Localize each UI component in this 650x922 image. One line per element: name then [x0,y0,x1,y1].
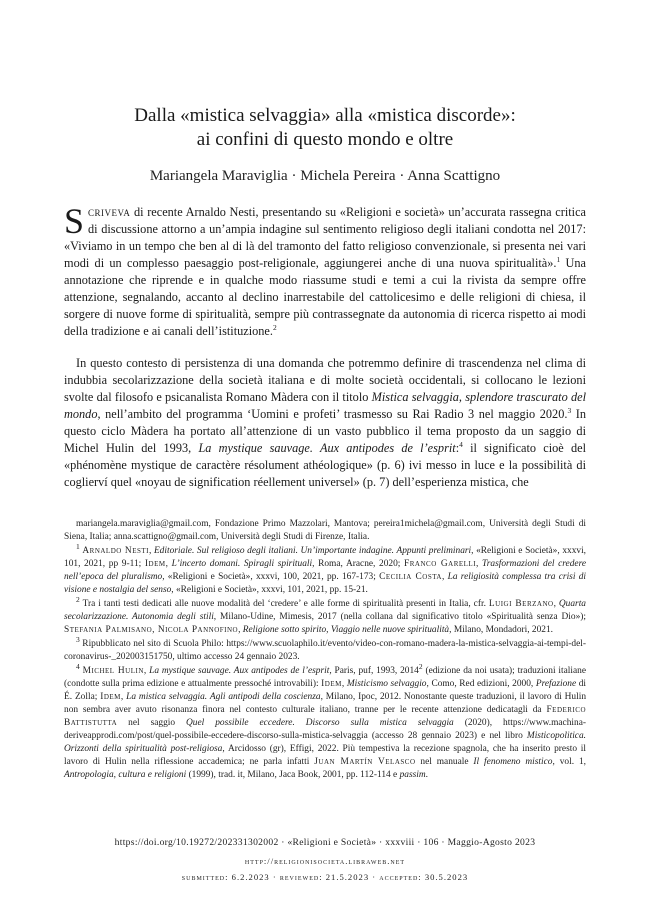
footnote-number: 2 [76,594,80,604]
text: : [455,441,460,455]
text: , [476,559,483,569]
text: , «Religioni e Società», xxxvi, 101, 2021, pp. 15-21. [171,585,368,595]
journal-url[interactable]: http://religionisocieta.libraweb.net [244,856,406,866]
text: , [120,692,127,702]
text: di É. Zolla; [64,679,587,702]
footnote-ref-3[interactable]: 3 [567,405,572,415]
text: , Milano, Ipoc, 2012. Nonostante queste traduzioni, il lavoro di Hulin non sembra aver avuto risonanza finora nel contesto culturale italiano, tranne per le recente attenzione dedicatagli da [64,692,587,715]
footnote-number: 3 [76,634,80,644]
italic-title: Misticopolitica. Orizzonti della spiritualità post-religiosa [64,731,586,754]
text: In questo ciclo Màdera ha portato all’attenzione di un vasto pubblico il tema proposto da un saggio di Michel Hulin del 1993, [64,407,586,455]
author-name: Idem [321,679,342,689]
footnote-1 [64,541,587,597]
text: , Milano, Mondadori, 2021. [449,625,554,635]
text: nel saggio [117,718,187,728]
italic-title: Quel possibile eccedere. Discorso sulla mistica selvaggia [186,718,454,728]
text: , vol. 1, [552,757,586,767]
text: , Paris, puf, 1993, 2014 [329,666,419,676]
text: . [425,770,428,780]
text: , [553,599,559,609]
text: , [143,666,150,676]
footnotes [64,518,586,783]
article-title-line-1: Dalla «mistica selvaggia» alla «mistica discorde»: [134,105,516,126]
italic-title: Trasformazioni del credere nell’epoca del pluralismo [64,559,587,582]
text: , Milano-Udine, Mimesis, 2017 (nella collana dal significativo titolo «Spiritualità senza Dio»); [213,612,586,622]
text: , Como, Red edizioni, 2000, [426,679,536,689]
lead-word: criveva [88,205,131,219]
edition-superscript: 2 [418,661,423,671]
italic-title: Misticismo selvaggio [346,679,427,689]
author-name: Franco Garelli [404,559,477,569]
submission-dates: submitted: 6.2.2023 · reviewed: 21.5.2023 · accepted: 30.5.2023 [181,872,469,882]
author-name: Arnaldo Nesti [82,546,149,556]
text: , [442,572,448,582]
text: , [165,559,172,569]
body-paragraph-1 [64,201,586,340]
italic-title: La mystique sauvage. Aux antipodes de l’esprit [149,666,330,676]
italic-title: Religione sotto spirito, Viaggio nelle nuove spiritualità [242,625,450,635]
text: il significato cioè del «phénomène mystique de caractère résolument athéologique» (p. 6) ivi messo in luce e la possibilità di coglierví quel «noyau de signification réellement universel» (p. 7) dell’esperienza mistica, che [64,441,586,489]
italic-title: passim [399,770,426,780]
footnote-ref-1[interactable]: 1 [556,254,561,264]
footnote-ref-4[interactable]: 4 [459,439,463,449]
footnote-ref-2[interactable]: 2 [272,322,277,332]
author-name: Michel Hulin [82,666,144,676]
text: , [148,546,154,556]
italic-title: Mistica selvaggia, splendore trascurato del mondo [64,390,586,421]
text[interactable]: (2020), https://www.machina-deriveapprodi.com/post/quel-possibile-eccedere-discorso-sulla-mistica-selvaggia (accesso 28 gennaio 2023) e nel libro [64,718,586,741]
footnote-3 [64,634,586,664]
text: , Roma, Aracne, 2020; [312,559,405,569]
author-name: Luigi Berzano [488,599,554,609]
text[interactable]: Ripubblicato nel sito di Scuola Philo: https://www.scuolaphilo.it/evento/video-con-romano-madera-la-mistica-selvaggia-ai-tempi-del-coronavirus-_202003151750, ultimo accesso 24 gennaio 2023. [64,639,586,662]
text: Tra i tanti testi dedicati alle nuove modalità del ‘credere’ e alle forme di spiritualità presenti in Italia, cfr. [79,599,489,609]
author-name: Stefania Palmisano, Nicola Pannofino [64,625,239,635]
text: , Arcidosso (gr), Effigi, 2022. Più tempestiva la recezione spagnola, che ha inserito presto il lavoro di Hulin nella riflessione accademica; ne parla infatti [64,744,587,767]
italic-title: Prefazione [535,679,577,689]
footnote-number: 1 [76,541,80,551]
italic-title: Antropologia, cultura e religioni [64,770,187,780]
author-affiliations: mariangela.maraviglia@gmail.com, Fondazione Primo Mazzolari, Mantova; pereira1michela@gmail.com, Università degli Studi di Siena, Italia; anna.scattigno@gmail.com, Università degli Studi di Firenze, Italia. [64,519,586,542]
text: , nell’ambito del programma ‘Uomini e profeti’ trasmesso su Rai Radio 3 nel maggio 2020. [97,407,568,421]
author-name: Federico Battistutta [64,705,586,728]
text: , «Religioni e Società», xxxvi, 101, 2021, pp 9-11; [64,546,587,569]
italic-title: Il fenomeno mistico [473,757,553,767]
article-authors: Mariangela Maraviglia · Michela Pereira · Anna Scattigno [149,168,501,184]
text: (edizione da noi usata); traduzioni italiane (condotte sulla prima edizione e attualmente pressoché introvabili): [64,666,587,689]
text: nel manuale [415,757,474,767]
italic-title: La mistica selvaggia. Agli antipodi della coscienza [126,692,321,702]
italic-title: L’incerto domani. Spiragli spirituali [171,559,313,569]
italic-title: Quarta secolarizzazione. Autonomia degli stili [64,599,586,622]
text: , [238,625,243,635]
text: , [341,679,347,689]
text: , «Religioni e Società», xxxvi, 100, 2021, pp. 167-173; [162,572,380,582]
text: Una annotazione che riprende e in qualche modo riassume studi e temi a cui la rivista da sempre offre attenzione, segnalando, accanto al declino inarrestabile del cattolicesimo e delle religioni di chiesa, il sorgere di nuove forme di spiritualità, sempre più contrassegnate da autonomia di ricerca rispetto ai modi della tradizione e ai canali dell’istituzione. [64,256,586,338]
author-name: Idem [144,559,166,569]
author-name: Juan Martín Velasco [314,757,416,767]
footnote-4 [64,661,587,782]
footnote-2 [64,594,586,637]
italic-title: La mystique sauvage. Aux antipodes de l’esprit [198,441,456,455]
text: (1999), trad. it, Milano, Jaca Book, 2001, pp. 112-114 e [186,770,400,780]
text: In questo contesto di persistenza di una domanda che potremmo definire di trascendenza nel clima di indubbia secolarizzazione della società italiana e di molte società occidentali, si collocano le lezioni svolte dal filosofo e psicanalista Romano Màdera con il titolo [64,356,586,404]
italic-title: Editoriale. Sul religioso degli italiani. Un’importante indagine. Appunti preliminari [153,546,472,556]
author-name: Cecilia Costa [379,572,442,582]
body-paragraph-2 [64,355,586,491]
article-title-line-2: ai confini di questo mondo e oltre [196,129,454,150]
drop-cap: S [64,201,85,241]
author-name: Idem [100,692,121,702]
doi-line[interactable]: https://doi.org/10.19272/202331302002 · «Religioni e Società» · xxxviii · 106 · Maggio-Agosto 2023 [114,837,536,848]
italic-title: La religiosità complessa tra crisi di visione e nostalgia del senso [64,572,586,595]
text: di recente Arnaldo Nesti, presentando su «Religioni e società» un’accurata rassegna critica di discussione attorno a un’ampia indagine sul sentimento religioso degli italiani condotta nel 2017: «Viviamo in un tempo che ben al di là del tramonto del fatto religioso convenzionale, si presenta nei vari modi di un complesso paesaggio post-religionale, aggiungerei anche di una nuova spiritualità». [64,205,586,270]
footnote-number: 4 [76,661,80,671]
